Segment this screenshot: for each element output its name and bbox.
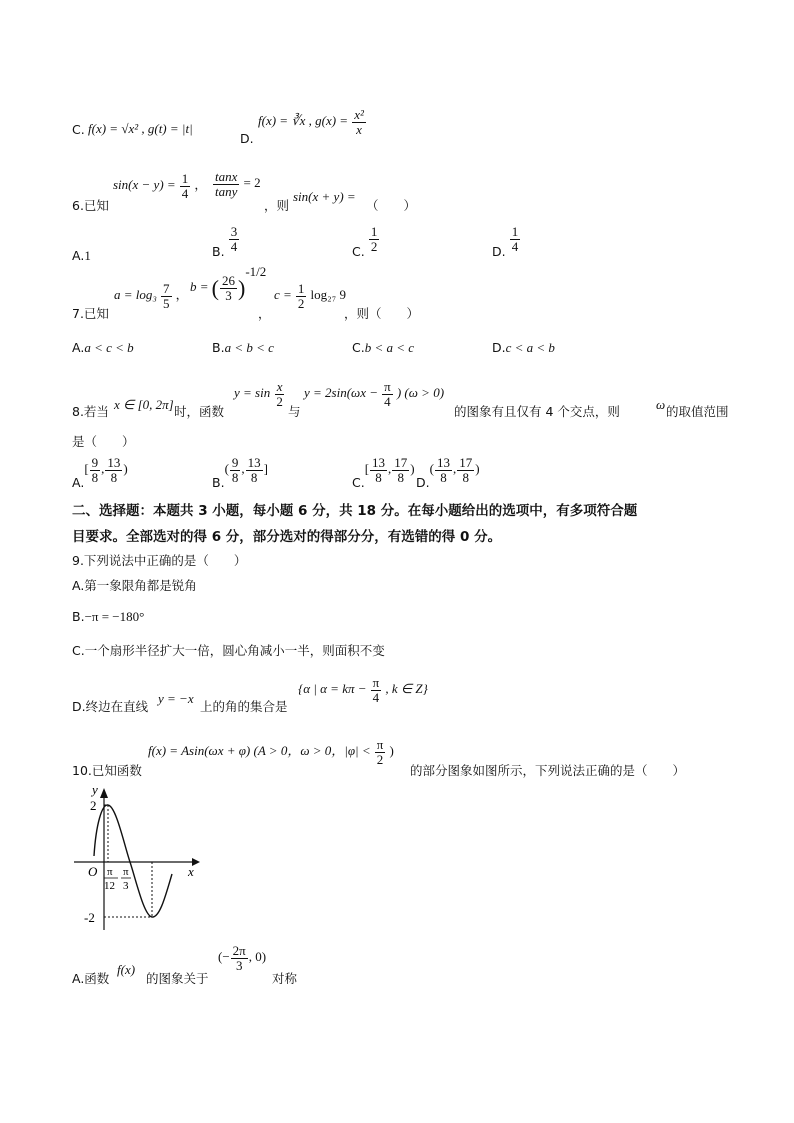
denominator: 4: [511, 238, 519, 254]
q8-with: 与: [288, 404, 301, 419]
denominator: 8: [397, 469, 405, 485]
q6-condition-2: [212, 170, 261, 198]
option-label: A.: [72, 475, 85, 491]
numerator: 13: [247, 455, 261, 470]
expr-text: f(x) = Asin(ωx + φ) (A > 0，ω > 0，|φ| <: [148, 743, 371, 759]
q9-option-d-mid: 上的角的集合是: [200, 699, 288, 714]
q9-stem: 9.下列说法中正确的是（ ）: [72, 553, 247, 568]
option-value: b < a < c: [364, 340, 415, 355]
separator: ，: [175, 287, 189, 303]
q8-func-2: [304, 380, 444, 408]
q7-b-expr: b = ( $\frac{26}{3}$ )$^{-1/2}$: [190, 264, 267, 303]
expr-text: {α | α = kπ −: [298, 681, 367, 697]
option-label: D.: [240, 131, 254, 146]
q7-option-a: [72, 340, 134, 356]
sine-curve: [94, 805, 172, 917]
option-label: D.: [416, 475, 430, 491]
denominator: 2: [370, 238, 378, 254]
numerator: tanx: [215, 169, 238, 184]
option-label: C.: [352, 340, 365, 355]
bracket: ): [123, 461, 128, 477]
bracket: ]: [263, 461, 268, 477]
q6-target: sin(x + y) =: [293, 189, 356, 204]
fraction: [213, 170, 239, 198]
expr-text: b =: [190, 279, 209, 295]
expr-text: f(x) = ∛x , g(x) =: [258, 113, 349, 129]
tick-pi12-num: π: [107, 866, 113, 878]
q8-stem-line2: 是（ ）: [72, 434, 135, 449]
denominator: 8: [250, 469, 258, 485]
q8-option-c: C.[ $\frac{13}{8}$ , $\frac{17}{8}$ ): [352, 455, 415, 491]
bracket: [: [84, 461, 89, 477]
q8-func-1: [234, 380, 286, 408]
bracket: ): [410, 461, 415, 477]
fraction: [246, 456, 263, 484]
q10-stem-rest: 的部分图象如图所示，下列说法正确的是（ ）: [410, 763, 686, 778]
stem-prefix: 6.已知: [72, 198, 109, 213]
fraction: [229, 225, 240, 253]
numerator: x: [276, 379, 283, 394]
denominator: 3: [225, 287, 232, 303]
omega-symbol: ω: [656, 397, 666, 412]
q10-option-a-point: [218, 944, 266, 972]
q6-then: ，则: [264, 198, 290, 213]
option-label: D.: [492, 340, 506, 355]
q7-then: ，则（ ）: [344, 306, 420, 321]
option-label: D.: [492, 244, 506, 260]
denominator: 2: [297, 295, 305, 311]
q5-option-d-expr: [258, 108, 367, 136]
numerator: 1: [370, 224, 378, 239]
q7-c-expr: [274, 282, 346, 310]
y-axis-label: y: [92, 784, 98, 797]
expr-text: (−: [218, 949, 230, 965]
q6-option-b: [212, 224, 240, 260]
q7-a-expr: [114, 282, 188, 310]
fraction: [220, 274, 237, 302]
numerator: 26: [221, 273, 235, 289]
expr-text: ) (ω > 0): [396, 385, 445, 401]
fraction: [90, 456, 101, 484]
fraction: [375, 738, 386, 766]
numerator: 7: [163, 281, 170, 296]
option-value: −π = −180°: [84, 609, 145, 624]
expr-text: , 0): [248, 949, 267, 965]
denominator: 4: [181, 185, 189, 201]
numerator: 17: [459, 455, 473, 470]
denominator: 4: [372, 689, 380, 705]
q7-option-c: [352, 340, 414, 356]
q10-option-a-end: 对称: [272, 971, 298, 986]
fraction: [180, 172, 191, 200]
q9-option-b: [72, 609, 144, 625]
y-axis-arrow: [100, 788, 108, 798]
fraction: [230, 456, 241, 484]
expr-text: a = log₃: [114, 287, 157, 303]
q8-option-a: A.[ $\frac{9}{8}$ , $\frac{13}{8}$ ): [72, 455, 128, 491]
q10-option-a-func: f(x): [117, 962, 136, 977]
fraction: [435, 456, 452, 484]
q10-stem-prefix: 10.已知函数: [72, 763, 142, 778]
expr-text: y = 2sin(ωx −: [304, 385, 379, 401]
x-axis-label: x: [188, 864, 194, 879]
q8-domain: x ∈ [0, 2π]: [114, 397, 174, 412]
denominator: 5: [163, 295, 170, 311]
q10-option-a-prefix: A.函数: [72, 971, 110, 986]
fraction: [370, 456, 387, 484]
q5-option-c: [72, 122, 85, 138]
q6-option-a: [72, 248, 91, 264]
y-max-label: 2: [90, 798, 97, 813]
q10-option-a-mid: 的图象关于: [146, 971, 209, 986]
denominator: 4: [230, 238, 238, 254]
q8-stem-rest: 的图象有且仅有 4 个交点，则: [454, 404, 620, 419]
numerator: 9: [231, 455, 239, 470]
denominator: 8: [440, 469, 447, 485]
numerator: 13: [107, 455, 121, 470]
q5-option-d: [240, 131, 254, 147]
denominator: 8: [375, 469, 382, 485]
fraction: [457, 456, 474, 484]
numerator: 9: [91, 455, 99, 470]
q10-function: [148, 738, 394, 766]
fraction: [382, 380, 393, 408]
expr-text: sin(x − y) =: [113, 177, 176, 193]
numerator: 2π: [232, 943, 246, 958]
bracket: (: [224, 461, 229, 477]
expr-text: ): [389, 743, 394, 759]
option-label: C.: [72, 122, 85, 137]
fraction: [369, 225, 380, 253]
fraction: [352, 108, 366, 136]
section-heading-line1: 二、选择题：本题共 3 小题，每小题 6 分，共 18 分。在每小题给出的选项中，有多项符合题: [72, 503, 638, 519]
numerator: 1: [297, 281, 305, 296]
section-heading-line2: 目要求。全部选对的得 6 分，部分选对的得部分分，有选错的得 0 分。: [72, 529, 502, 545]
option-label: B.: [212, 244, 225, 260]
y-min-label: -2: [84, 910, 95, 925]
q6-option-d: [492, 224, 521, 260]
denominator: 4: [384, 393, 391, 409]
numerator: 13: [372, 455, 386, 470]
q6-stem: [72, 170, 109, 213]
expr-text: log₂₇ 9: [310, 287, 346, 303]
q8-stem-prefix: 8.若当: [72, 404, 109, 419]
q9-option-d-line: y = −x: [158, 691, 194, 706]
denominator: 8: [110, 469, 118, 485]
fraction: [392, 456, 409, 484]
q8-option-b: B.( $\frac{9}{8}$ , $\frac{13}{8}$ ]: [212, 455, 268, 491]
expr-text: y = sin: [234, 385, 271, 401]
expr-text: = 2: [243, 175, 261, 191]
denominator: 8: [91, 469, 99, 485]
numerator: 1: [511, 224, 519, 239]
q9-option-d-set: [298, 676, 428, 704]
option-value: c < a < b: [505, 340, 555, 355]
denominator: tany: [215, 183, 238, 199]
fraction: [274, 380, 285, 408]
option-label: A.: [72, 340, 85, 355]
separator: ，: [194, 177, 207, 193]
numerator: π: [372, 675, 380, 690]
bracket: ): [475, 461, 480, 477]
fraction: [105, 456, 122, 484]
option-label: C.: [352, 244, 365, 260]
denominator: 3: [235, 957, 243, 973]
denominator: 8: [462, 469, 469, 485]
fraction: [296, 282, 307, 310]
q6-option-c: [352, 224, 380, 260]
q5-option-c-expr: f(x) = √x² , g(t) = |t|: [88, 121, 193, 136]
q10-sine-graph: [68, 784, 208, 934]
expr-text: , k ∈ Z}: [385, 681, 428, 697]
bracket: [: [364, 461, 370, 477]
q7-stem-prefix: 7.已知: [72, 306, 109, 321]
option-label: B.: [212, 475, 225, 491]
answer-blank: （ ）: [366, 198, 417, 213]
tick-pi3-den: 3: [123, 880, 129, 892]
option-label: C.: [352, 475, 365, 491]
bracket: (: [429, 461, 434, 477]
option-value: a < b < c: [224, 340, 274, 355]
denominator: x: [356, 121, 362, 137]
expr-text: c =: [274, 287, 292, 303]
q9-option-d-prefix: D.终边在直线: [72, 699, 149, 714]
option-value: 1: [84, 248, 91, 263]
denominator: 2: [376, 751, 384, 767]
numerator: 1: [181, 171, 189, 186]
denominator: 2: [276, 393, 283, 409]
option-value: a < c < b: [84, 340, 134, 355]
numerator: π: [384, 379, 391, 394]
fraction: [161, 282, 172, 310]
denominator: 8: [231, 469, 239, 485]
fraction: [231, 944, 248, 972]
numerator: π: [376, 737, 384, 752]
q7-option-d: [492, 340, 555, 356]
fraction: [371, 676, 382, 704]
option-label: B.: [72, 609, 85, 624]
numerator: 3: [230, 224, 238, 239]
tick-pi3-num: π: [123, 866, 129, 878]
option-label: A.: [72, 248, 85, 263]
origin-label: O: [88, 864, 98, 879]
q8-when: 时，函数: [174, 404, 225, 419]
tick-pi12-den: 12: [104, 880, 115, 892]
numerator: x²: [354, 107, 364, 122]
q8-stem-end: 的取值范围: [666, 404, 729, 419]
exponent: -1/2: [245, 264, 267, 279]
q9-option-a: A.第一象限角都是锐角: [72, 578, 197, 593]
option-label: B.: [212, 340, 225, 355]
q8-option-d: D.( $\frac{13}{8}$ , $\frac{17}{8}$ ): [416, 455, 480, 491]
q7-option-b: [212, 340, 274, 356]
fraction: [510, 225, 521, 253]
numerator: 13: [436, 455, 450, 470]
numerator: 17: [394, 455, 408, 470]
q9-option-c: C.一个扇形半径扩大一倍，圆心角减小一半，则面积不变: [72, 643, 385, 658]
q6-condition-1: [113, 172, 207, 200]
separator: ，: [258, 306, 271, 321]
